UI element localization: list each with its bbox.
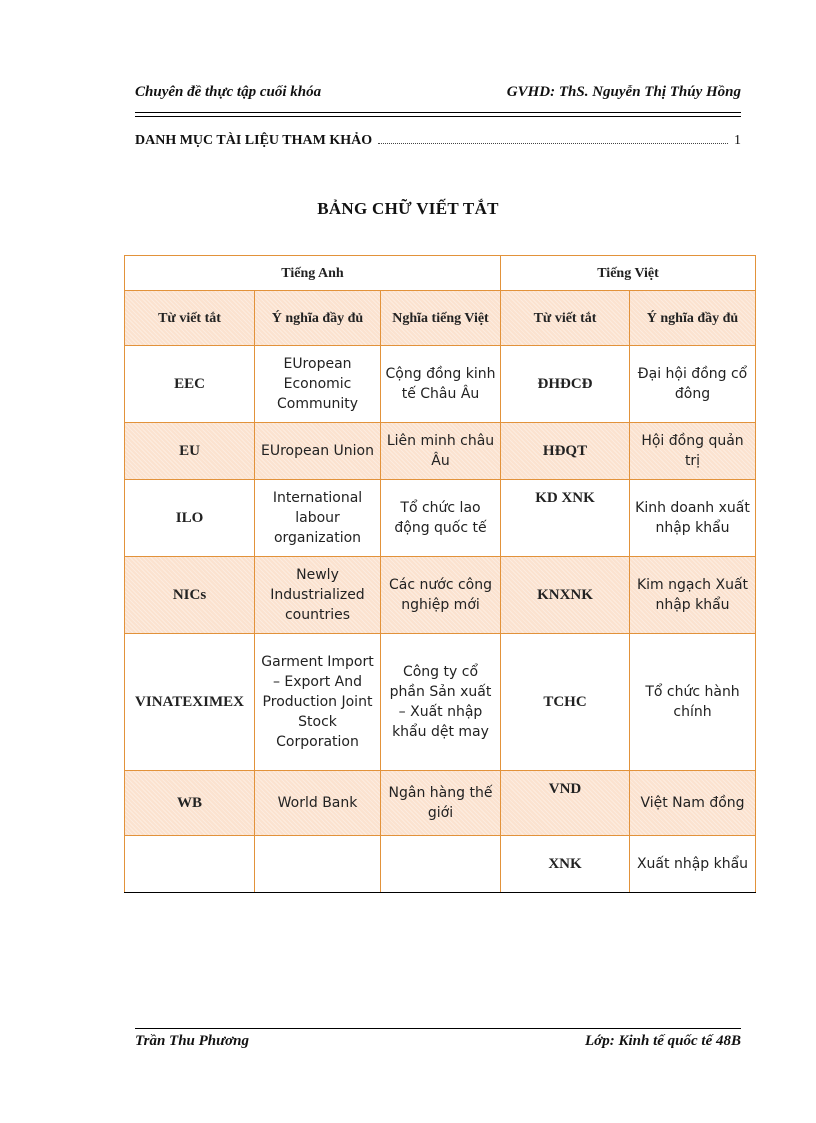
table-row — [125, 480, 756, 557]
table-row — [125, 557, 756, 634]
english-full-meaning: EUropean Economic Community — [255, 346, 381, 423]
english-full-meaning: Garment Import – Export And Production Joint Stock Corporation — [255, 634, 381, 771]
vietnamese-full-meaning: Tổ chức hành chính — [630, 634, 756, 771]
toc-leader-dots — [378, 142, 728, 144]
vietnamese-meaning: Liên minh châu Âu — [381, 423, 501, 480]
vietnamese-abbreviation: ĐHĐCĐ — [501, 346, 630, 423]
page-header — [135, 84, 741, 101]
toc-entry-references[interactable] — [135, 133, 741, 149]
vietnamese-meaning: Các nước công nghiệp mới — [381, 557, 501, 634]
vietnamese-full-meaning: Hội đồng quản trị — [630, 423, 756, 480]
vietnamese-abbreviation: KNXNK — [501, 557, 630, 634]
english-abbreviation: WB — [125, 771, 255, 836]
english-full-meaning: World Bank — [255, 771, 381, 836]
vietnamese-abbreviation: KD XNK — [501, 480, 630, 557]
toc-entry-label: DANH MỤC TÀI LIỆU THAM KHẢO — [135, 133, 373, 148]
toc-page-number: 1 — [734, 133, 741, 148]
english-full-meaning: Newly Industrialized countries — [255, 557, 381, 634]
table-row — [125, 771, 756, 836]
header-course-title: Chuyên đề thực tập cuối khóa — [135, 84, 322, 100]
header-rule — [135, 112, 741, 113]
english-full-meaning — [255, 836, 381, 893]
column-header: Từ viết tắt — [501, 291, 630, 346]
column-header-row — [125, 291, 756, 346]
table-row — [125, 634, 756, 771]
header-rule-secondary — [135, 116, 741, 117]
column-header: Nghĩa tiếng Việt — [381, 291, 501, 346]
vietnamese-full-meaning: Xuất nhập khẩu — [630, 836, 756, 893]
vietnamese-abbreviation: TCHC — [501, 634, 630, 771]
vietnamese-meaning: Tổ chức lao động quốc tế — [381, 480, 501, 557]
page-title: BẢNG CHỮ VIẾT TẮT — [317, 199, 499, 218]
vietnamese-full-meaning: Kinh doanh xuất nhập khẩu — [630, 480, 756, 557]
column-header: Từ viết tắt — [125, 291, 255, 346]
vietnamese-meaning: Ngân hàng thế giới — [381, 771, 501, 836]
header-supervisor: GVHD: ThS. Nguyễn Thị Thúy Hồng — [506, 84, 741, 100]
english-full-meaning: EUropean Union — [255, 423, 381, 480]
page-footer — [135, 1033, 741, 1050]
vietnamese-abbreviation: HĐQT — [501, 423, 630, 480]
footer-rule — [135, 1028, 741, 1029]
vietnamese-full-meaning: Kim ngạch Xuất nhập khẩu — [630, 557, 756, 634]
vietnamese-abbreviation: XNK — [501, 836, 630, 893]
group-header-row — [125, 256, 756, 291]
vietnamese-meaning: Cộng đồng kinh tế Châu Âu — [381, 346, 501, 423]
english-abbreviation: NICs — [125, 557, 255, 634]
column-header: Ý nghĩa đầy đủ — [630, 291, 756, 346]
footer-class: Lớp: Kinh tế quốc tế 48B — [585, 1033, 741, 1049]
vietnamese-full-meaning: Đại hội đồng cổ đông — [630, 346, 756, 423]
english-abbreviation: EEC — [125, 346, 255, 423]
vietnamese-meaning: Công ty cổ phần Sản xuất – Xuất nhập khẩu dệt may — [381, 634, 501, 771]
table-row — [125, 423, 756, 480]
vietnamese-abbreviation: VND — [501, 771, 630, 836]
english-abbreviation: VINATEXIMEX — [125, 634, 255, 771]
table-row — [125, 836, 756, 893]
english-abbreviation: EU — [125, 423, 255, 480]
english-full-meaning: International labour organization — [255, 480, 381, 557]
group-header-english: Tiếng Anh — [125, 256, 501, 291]
abbreviation-table — [124, 255, 756, 893]
vietnamese-full-meaning: Việt Nam đồng — [630, 771, 756, 836]
english-abbreviation — [125, 836, 255, 893]
group-header-vietnamese: Tiếng Việt — [501, 256, 756, 291]
vietnamese-meaning — [381, 836, 501, 893]
footer-author: Trần Thu Phương — [135, 1033, 250, 1049]
table-row — [125, 346, 756, 423]
column-header: Ý nghĩa đầy đủ — [255, 291, 381, 346]
english-abbreviation: ILO — [125, 480, 255, 557]
